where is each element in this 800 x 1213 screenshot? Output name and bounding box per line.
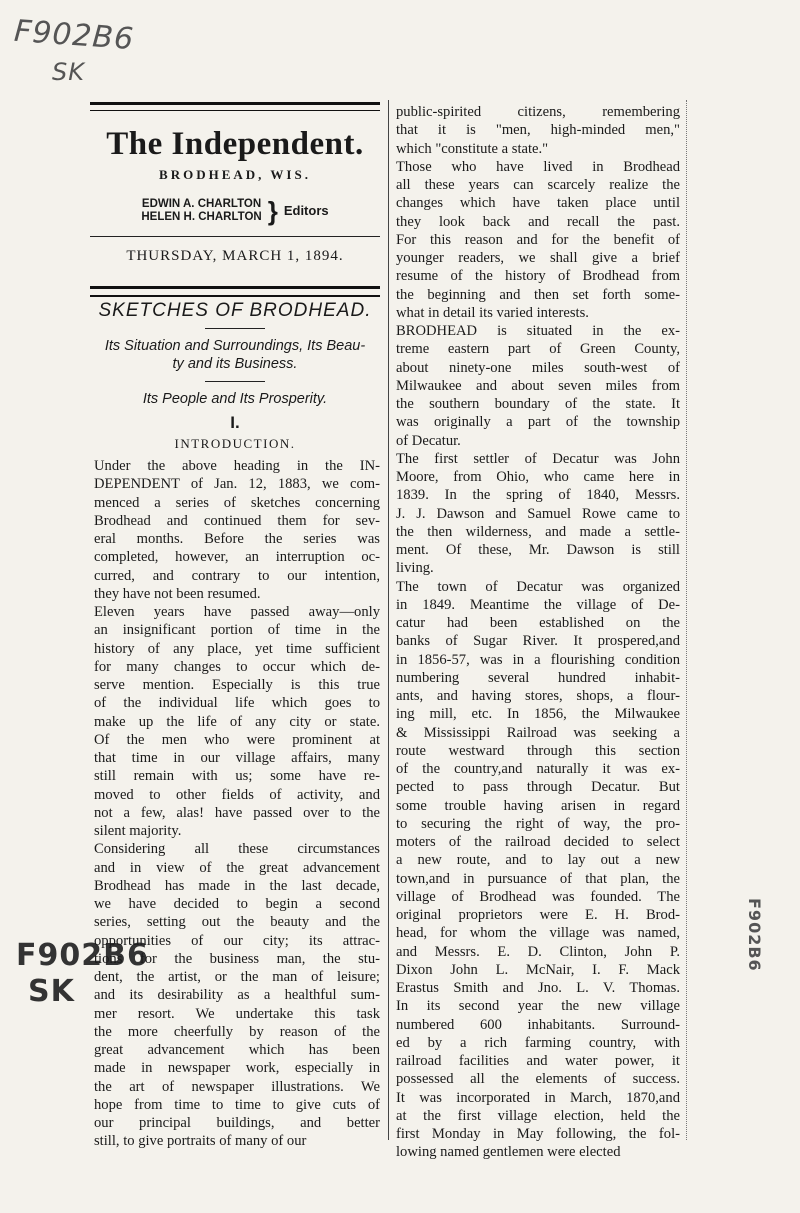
text-line: that time in our village affairs, many — [94, 750, 380, 766]
text-line: the then wilderness, and made a settle- — [396, 523, 680, 540]
article-title: SKETCHES OF BRODHEAD. — [98, 300, 372, 321]
handwritten-catalog-number-margin: F902B6 — [16, 938, 149, 973]
text-line: head, for whom the village was named, — [396, 925, 680, 942]
text-line: younger readers, we shall give a brief — [396, 250, 680, 266]
text-line: at the first village election, held the — [396, 1107, 680, 1124]
text-line: BRODHEAD is situated in the ex- — [396, 323, 680, 339]
brace-icon: } — [267, 196, 278, 227]
text-line: banks of Sugar River. It prospered,and — [396, 633, 680, 650]
text-line: make up the life of any city or state. — [94, 713, 380, 730]
divider — [205, 328, 265, 329]
text-line: ed by a rich farming country, with — [396, 1034, 680, 1051]
text-line: Brodhead has made in the last decade, — [94, 877, 380, 894]
left-body-text — [94, 457, 380, 1151]
text-line: the more cheerfully by reason of the — [94, 1023, 380, 1040]
text-line: Brodhead and continued them for sev- — [94, 512, 380, 529]
text-line: route westward through this section — [396, 742, 680, 759]
masthead-rule — [90, 102, 380, 111]
text-line: and in view of the great advancement — [94, 859, 380, 876]
text-line: The town of Decatur was organized — [396, 578, 680, 595]
text-line: which "constitute a state." — [396, 140, 549, 157]
text-line: to securing the right of way, the pro- — [396, 815, 680, 832]
text-line: moters of the railroad decided to select — [396, 834, 680, 850]
editor-name: HELEN H. CHARLTON — [141, 211, 262, 224]
text-line: the art of newspaper illustrations. We — [94, 1078, 380, 1095]
text-line: living. — [396, 560, 434, 577]
text-line: still remain with us; some have re- — [94, 768, 380, 785]
text-line: ants, and having stores, shops, a flour- — [396, 688, 680, 704]
text-line: treme eastern part of Green County, — [396, 341, 680, 358]
text-line: in 1849. Meantime the village of De- — [396, 596, 680, 613]
text-line: the southern boundary of the state. It — [396, 396, 680, 412]
text-line: what in detail its varied interests. — [396, 304, 589, 321]
text-line: dent, the artist, or the man of leisure; — [94, 969, 380, 985]
text-line: in 1856-57, was in a flourishing condition — [396, 651, 680, 668]
heading-rule — [90, 286, 380, 297]
editor-names — [141, 198, 261, 224]
text-line: silent majority. — [94, 823, 182, 839]
section-heading: INTRODUCTION. — [174, 435, 296, 451]
text-line: eral months. Before the series was — [94, 531, 380, 547]
text-line: numbered 600 inhabitants. Surround- — [396, 1016, 680, 1033]
text-line: hope from time to time to give cuts of — [94, 1096, 380, 1113]
text-line: opportunities of our city; its attrac- — [94, 932, 380, 949]
article-subtitle-line: ty and its Business. — [172, 356, 298, 373]
article-subtitle-line: Its People and Its Prosperity. — [142, 391, 328, 408]
text-line: series, setting out the beauty and the — [94, 914, 380, 931]
text-line: catur had been established on the — [396, 615, 680, 631]
text-line: a new route, and to lay out a new — [396, 852, 680, 869]
text-line: ing mill, etc. In 1856, the Milwaukee — [396, 706, 680, 723]
text-line: and its desirability as a healthful sum- — [94, 987, 380, 1004]
text-line: some trouble having arisen in regard — [396, 797, 680, 814]
text-line: was originally a part of the township — [396, 414, 680, 431]
text-line: original proprietors were E. H. Brod- — [396, 907, 680, 923]
text-line: of the country,and naturally it was ex- — [396, 761, 680, 777]
text-line: numbering several hundred inhabit- — [396, 669, 680, 686]
handwritten-initials-margin: SK — [28, 974, 75, 1009]
editors-block — [90, 196, 380, 227]
text-line: & Mississippi Railroad was seeking a — [396, 724, 680, 741]
divider — [205, 381, 265, 382]
text-line: The first settler of Decatur was John — [396, 450, 680, 467]
text-line: of the individual life which goes to — [94, 695, 380, 712]
text-line: of Decatur. — [396, 432, 461, 449]
text-line: Milwaukee and about seven miles from — [396, 377, 680, 394]
text-line: serve mention. Especially is this true — [94, 677, 380, 693]
right-body-text — [396, 103, 680, 1162]
text-line: still, to give portraits of many of our — [94, 1133, 307, 1150]
editors-label: Editors — [283, 203, 329, 219]
text-line: Erastus Smith and Jno. L. V. Thomas. — [396, 980, 680, 996]
text-line: It was incorporated in March, 1870,and — [396, 1089, 680, 1106]
text-line: village of Brodhead was founded. The — [396, 888, 680, 905]
column-divider — [388, 100, 389, 1140]
editor-name: EDWIN A. CHARLTON — [141, 198, 262, 211]
text-line: J. J. Dawson and Samuel Rowe came to — [396, 505, 680, 522]
text-line: our principal buildings, and better — [94, 1115, 380, 1131]
text-line: railroad facilities and water power, it — [396, 1053, 680, 1069]
text-line: Eleven years have passed away—only — [94, 604, 380, 620]
text-line: they look back and recall the past. — [396, 213, 680, 230]
text-line: mer resort. We undertake this task — [94, 1005, 380, 1022]
text-line: and Messrs. E. D. Clinton, John P. — [396, 943, 680, 960]
text-line: moved to other fields of activity, and — [94, 786, 380, 803]
text-line: 1839. In the spring of 1840, Messrs. — [396, 487, 680, 504]
text-line: town,and in pursuance of that plan, the — [396, 870, 680, 887]
newspaper-location: BRODHEAD, WIS. — [159, 167, 311, 182]
text-line: they have not been resumed. — [94, 585, 261, 602]
text-line: Those who have lived in Brodhead — [396, 158, 680, 175]
text-line: possessed all the elements of success. — [396, 1071, 680, 1088]
text-line: Of the men who were prominent at — [94, 731, 380, 748]
text-line: menced a series of sketches concerning — [94, 494, 380, 511]
text-line: DEPENDENT of Jan. 12, 1883, we com- — [94, 476, 380, 493]
issue-date: THURSDAY, MARCH 1, 1894. — [126, 248, 344, 265]
text-line: pected to pass through Decatur. But — [396, 779, 680, 796]
text-line: In its second year the new village — [396, 998, 680, 1015]
text-line: the beginning and then set forth some- — [396, 286, 680, 303]
article-heading — [90, 302, 380, 453]
text-line: great advancement which has been — [94, 1042, 380, 1058]
text-line: For this reason and for the benefit of — [396, 231, 680, 248]
text-line: about ninety-one miles south-west of — [396, 359, 680, 376]
text-line: ment. Of these, Mr. Dawson is still — [396, 542, 680, 558]
text-line: not a few, alas! have passed over to the — [94, 804, 380, 821]
text-line: Considering all these circumstances — [94, 841, 380, 858]
text-line: changes which have taken place until — [396, 195, 680, 212]
text-line: that it is "men, high-minded men," — [396, 122, 680, 139]
handwritten-initials: SK — [52, 58, 85, 86]
newspaper-title: The Independent. — [106, 126, 364, 162]
text-line: history of any place, yet time sufficient — [94, 640, 380, 657]
text-line: for many changes to occur which de- — [94, 658, 380, 675]
text-line: Under the above heading in the IN- — [94, 458, 380, 474]
part-number: I. — [230, 413, 240, 433]
page-edge — [686, 100, 687, 1140]
text-line: an insignificant portion of time in the — [94, 622, 380, 639]
text-line: all these years can scarcely realize the — [396, 177, 680, 193]
text-line: first Monday in May following, the fol- — [396, 1126, 680, 1142]
text-line: we have decided to begin a second — [94, 896, 380, 912]
text-line: completed, however, an interruption oc- — [94, 549, 380, 566]
text-line: tions for the business man, the stu- — [94, 950, 380, 967]
text-line: public-spirited citizens, remembering — [396, 104, 680, 120]
text-line: Moore, from Ohio, who came here in — [396, 469, 680, 485]
text-line: lowing named gentlemen were elected — [396, 1144, 621, 1161]
text-line: Dixon John L. McNair, I. F. Mack — [396, 961, 680, 978]
divider — [90, 236, 380, 237]
handwritten-catalog-number: F902B6 — [12, 13, 136, 58]
text-line: resume of the history of Brodhead from — [396, 268, 680, 285]
masthead — [90, 124, 380, 266]
text-line: made in newspaper work, especially in — [94, 1060, 380, 1077]
handwritten-right-margin-note: F902B6 — [745, 898, 764, 972]
text-line: curred, and contrary to our intention, — [94, 567, 380, 584]
article-subtitle-line: Its Situation and Surroundings, Its Beau- — [104, 338, 366, 355]
